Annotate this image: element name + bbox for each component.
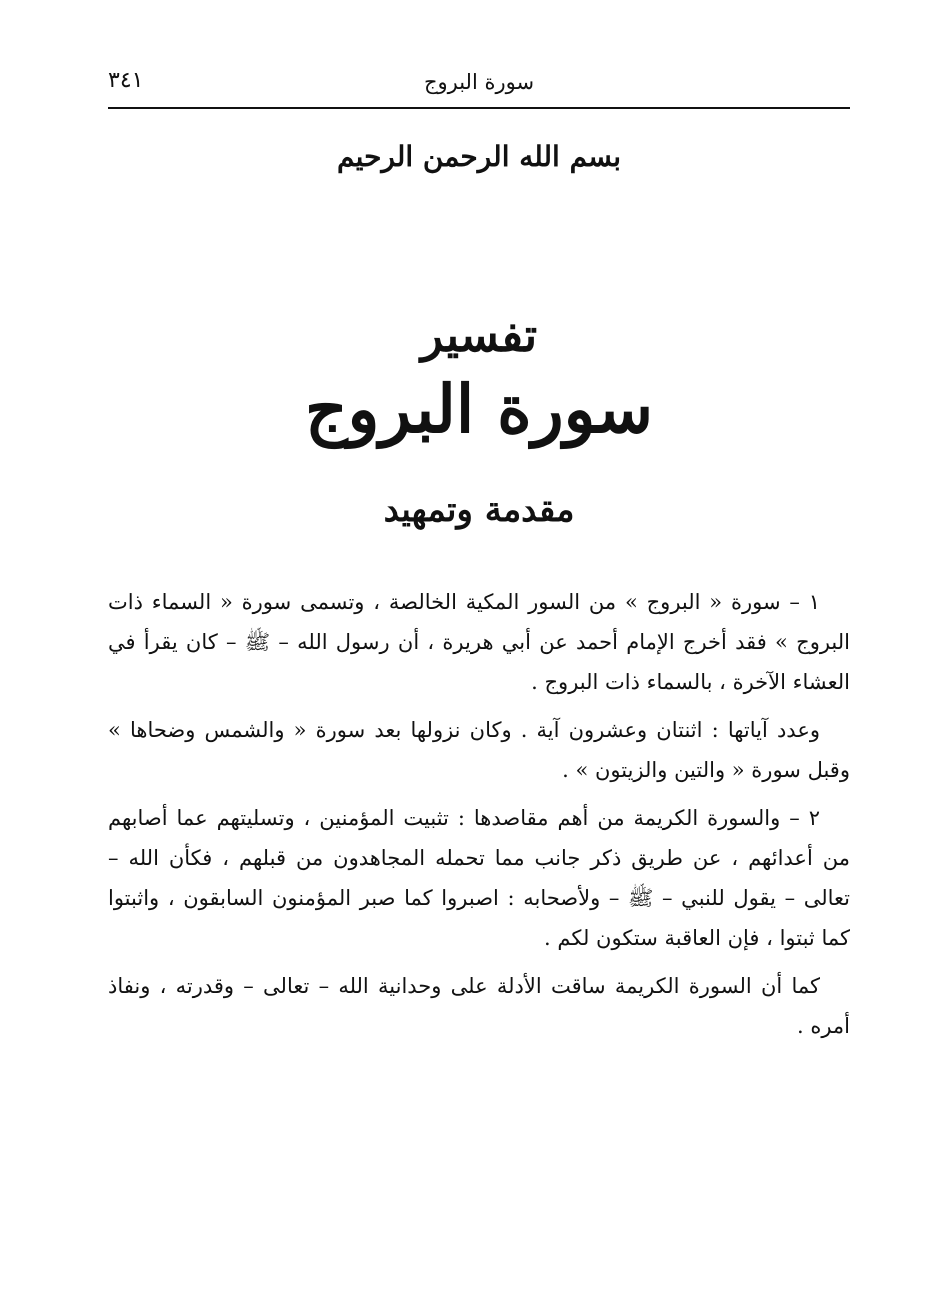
body-text	[108, 582, 850, 1054]
paragraph-1: ١ – سورة « البروج » من السور المكية الخالصة ، وتسمى سورة « السماء ذات البروج » فقد أخرج الإمام أحمد عن أبي هريرة ، أن رسول الله – ﷺ – كان يقرأ في العشاء الآخرة ، بالسماء ذات البروج .	[108, 590, 851, 694]
paragraph-4: كما أن السورة الكريمة ساقت الأدلة على وحدانية الله – تعالى – وقدرته ، ونفاذ أمره .	[108, 974, 850, 1038]
running-title: سورة البروج	[423, 70, 535, 94]
section-heading: مقدمة وتمهيد	[383, 490, 575, 530]
paragraph-2: وعدد آياتها : اثنتان وعشرون آية . وكان نزولها بعد سورة « والشمس وضحاها » وقبل سورة « والتين والزيتون » .	[108, 718, 850, 782]
running-header	[108, 62, 850, 102]
tafsir-label: تفسير	[420, 308, 538, 362]
surah-title: سورة البروج	[304, 370, 654, 448]
paragraph-3: ٢ – والسورة الكريمة من أهم مقاصدها : تثبيت المؤمنين ، وتسليتهم عما أصابهم من أعدائهم ، عن طريق ذكر جانب مما تحمله المجاهدون من قبلهم ، فكأن الله – تعالى – يقول للنبي – ﷺ – ولأصحابه : اصبروا كما صبر المؤمنون السابقون ، واثبتوا كما ثبتوا ، فإن العاقبة ستكون لكم .	[108, 806, 850, 950]
basmala: بسم الله الرحمن الرحيم	[337, 140, 621, 173]
page-number: ٣٤١	[108, 68, 144, 93]
header-rule	[108, 107, 850, 109]
